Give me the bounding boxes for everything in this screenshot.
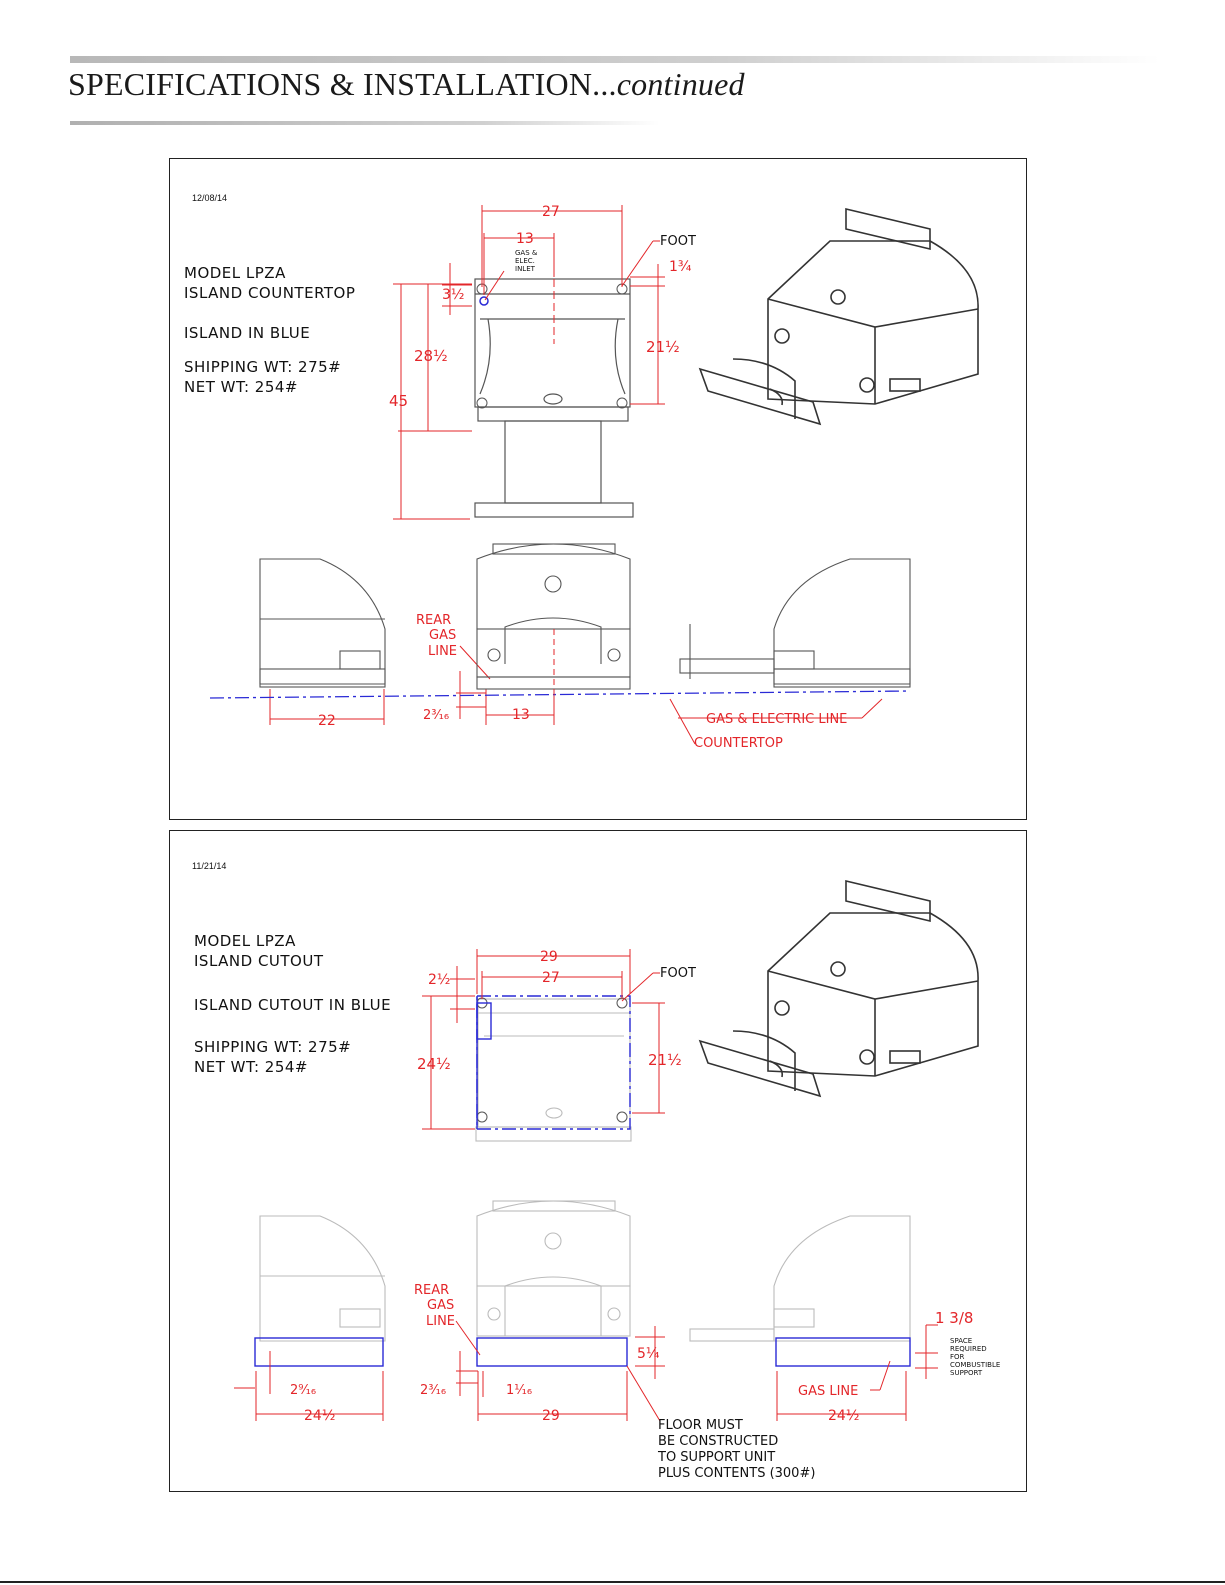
dim-29-bottom: 29 xyxy=(542,1408,560,1424)
space-note-3: FOR xyxy=(950,1353,965,1361)
gas-elec-inlet-1: GAS & xyxy=(515,249,538,257)
drawing-subtitle: ISLAND CUTOUT xyxy=(194,952,324,970)
dim-1-3-4: 1¾ xyxy=(669,259,692,275)
footer-rule xyxy=(0,1581,1225,1583)
dim-45: 45 xyxy=(389,392,409,410)
header-rule-bottom xyxy=(70,121,660,125)
net-weight: NET WT: 254# xyxy=(184,378,298,396)
dim-2-1-2: 2½ xyxy=(428,972,451,988)
foot-label: FOOT xyxy=(660,234,696,249)
floor-note-1: FLOOR MUST xyxy=(658,1418,743,1433)
dim-1-1-16: 1¹⁄₁₆ xyxy=(506,1383,533,1398)
dim-27: 27 xyxy=(542,970,560,986)
blue-legend-note: ISLAND IN BLUE xyxy=(184,324,311,342)
dim-27: 27 xyxy=(542,204,560,220)
rear-gas-line-1: REAR xyxy=(414,1283,450,1298)
cutout-dimension-labels xyxy=(170,831,1028,1493)
space-note-4: COMBUSTIBLE xyxy=(950,1361,1001,1369)
dim-2-3-16: 2³⁄₁₆ xyxy=(420,1383,447,1398)
cutout-drawing-panel xyxy=(169,830,1027,1492)
gas-electric-line-label: GAS & ELECTRIC LINE xyxy=(706,712,848,727)
page-title: SPECIFICATIONS & INSTALLATION...continued xyxy=(68,66,745,102)
dim-24-1-2-left: 24½ xyxy=(417,1055,451,1073)
shipping-weight: SHIPPING WT: 275# xyxy=(194,1038,352,1056)
drawing-subtitle: ISLAND COUNTERTOP xyxy=(184,284,356,302)
dim-24-1-2-bottom-left: 24½ xyxy=(304,1408,336,1424)
gas-line-label: GAS LINE xyxy=(798,1384,859,1399)
rear-gas-line-2: GAS xyxy=(427,1298,455,1313)
dim-13-top: 13 xyxy=(516,231,534,247)
shipping-weight: SHIPPING WT: 275# xyxy=(184,358,342,376)
dim-29-top: 29 xyxy=(540,949,558,965)
space-note-5: SUPPORT xyxy=(950,1369,983,1377)
drawing-date: 12/08/14 xyxy=(192,193,228,203)
dim-21-1-2: 21½ xyxy=(648,1051,682,1069)
model-label: MODEL LPZA xyxy=(184,264,286,282)
dim-13-bottom: 13 xyxy=(512,707,530,723)
floor-note-4: PLUS CONTENTS (300#) xyxy=(658,1466,816,1481)
rear-gas-line-2: GAS xyxy=(429,628,457,643)
dim-2-3-16: 2³⁄₁₆ xyxy=(423,708,450,723)
net-weight: NET WT: 254# xyxy=(194,1058,308,1076)
dim-28-1-2: 28½ xyxy=(414,347,448,365)
dim-24-1-2-bottom-right: 24½ xyxy=(828,1408,860,1424)
floor-note-3: TO SUPPORT UNIT xyxy=(658,1450,776,1465)
floor-note-2: BE CONSTRUCTED xyxy=(658,1434,779,1449)
model-label: MODEL LPZA xyxy=(194,932,296,950)
blue-legend-note: ISLAND CUTOUT IN BLUE xyxy=(194,996,392,1014)
page-title-continued: continued xyxy=(616,66,745,102)
countertop-dimension-labels xyxy=(170,159,1028,821)
dim-3-1-2: 3½ xyxy=(442,287,465,303)
countertop-label: COUNTERTOP xyxy=(694,736,783,751)
rear-gas-line-3: LINE xyxy=(426,1314,456,1329)
gas-elec-inlet-2: ELEC. xyxy=(515,257,535,265)
foot-label: FOOT xyxy=(660,966,696,981)
dim-2-9-16: 2⁹⁄₁₆ xyxy=(290,1383,317,1398)
header-rule-top xyxy=(70,56,1160,63)
dim-22: 22 xyxy=(318,713,336,729)
rear-gas-line-3: LINE xyxy=(428,644,458,659)
rear-gas-line-1: REAR xyxy=(416,613,452,628)
countertop-drawing-panel xyxy=(169,158,1027,820)
dim-21-1-2: 21½ xyxy=(646,338,680,356)
dim-1-3-8: 1 3/8 xyxy=(935,1309,974,1327)
drawing-date: 11/21/14 xyxy=(192,861,227,871)
dim-5-1-4: 5¼ xyxy=(637,1346,660,1362)
space-note-1: SPACE xyxy=(950,1337,973,1345)
gas-elec-inlet-3: INLET xyxy=(515,265,535,273)
space-note-2: REQUIRED xyxy=(950,1345,987,1353)
